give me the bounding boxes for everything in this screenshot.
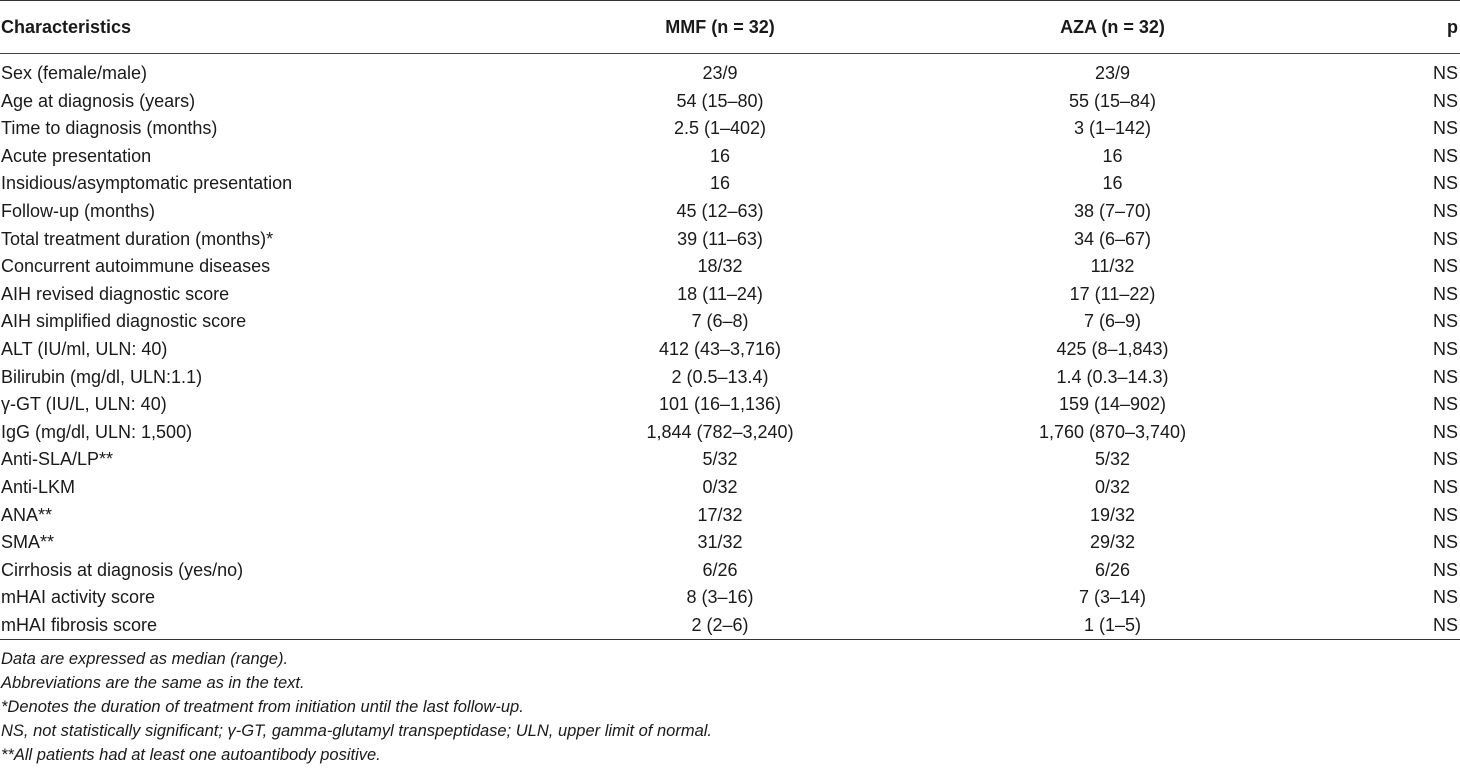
table-row [0,584,1460,612]
cell-characteristic: Acute presentation [1,145,152,166]
footnote: Abbreviations are the same as in the text. [1,674,305,693]
cell-mmf: 412 (43–3,716) [658,338,782,359]
cell-characteristic: γ-GT (IU/L, ULN: 40) [1,394,167,415]
table-row [0,419,1460,447]
table-row [0,529,1460,557]
table-footnotes [0,648,1460,767]
cell-p: NS [1432,587,1458,608]
cell-aza: 1.4 (0.3–14.3) [1056,366,1169,387]
header-aza: AZA (n = 32) [1060,16,1165,37]
cell-aza: 159 (14–902) [1058,394,1167,415]
bottom-rule [0,640,1460,641]
cell-mmf: 17/32 [697,504,743,525]
cell-mmf: 2.5 (1–402) [673,118,767,139]
cell-aza: 29/32 [1089,532,1136,553]
cell-p: NS [1432,338,1458,359]
cell-mmf: 2 (0.5–13.4) [671,366,769,387]
cell-aza: 425 (8–1,843) [1056,338,1169,359]
cell-aza: 7 (3–14) [1078,587,1147,608]
cell-aza: 11/32 [1090,256,1135,277]
cell-aza: 16 [1102,145,1123,166]
cell-p: NS [1432,283,1458,304]
cell-mmf: 1,844 (782–3,240) [646,421,794,442]
table-row [0,364,1460,392]
cell-mmf: 18 (11–24) [677,283,763,304]
cell-p: NS [1432,366,1458,387]
table-row [0,612,1460,640]
cell-characteristic: Age at diagnosis (years) [1,90,196,111]
footnote: *Denotes the duration of treatment from initiation until the last follow-up. [1,698,524,717]
table-row [0,446,1460,474]
cell-p: NS [1432,145,1458,166]
header-mmf: MMF (n = 32) [665,16,775,37]
footnote: **All patients had at least one autoantibody positive. [1,745,381,764]
table-row [0,474,1460,502]
cell-characteristic: Concurrent autoimmune diseases [1,256,271,277]
cell-p: NS [1432,559,1458,580]
cell-characteristic: Sex (female/male) [1,63,148,83]
table-row [0,198,1460,226]
cell-characteristic: Anti-SLA/LP** [1,449,114,470]
cell-aza: 0/32 [1094,476,1131,497]
cell-p: NS [1432,532,1458,553]
cell-mmf: 0/32 [702,476,738,497]
cell-characteristic: ALT (IU/ml, ULN: 40) [1,338,168,359]
cell-mmf: 16 [709,173,731,194]
table-row [0,226,1460,254]
cell-characteristic: SMA** [1,532,55,553]
cell-aza: 1 (1–5) [1083,614,1142,635]
cell-mmf: 8 (3–16) [686,587,754,608]
cell-mmf: 18/32 [697,256,743,277]
table-row [0,391,1460,419]
cell-p: NS [1432,394,1458,415]
cell-mmf: 39 (11–63) [677,228,763,249]
footnote: NS, not statistically significant; γ-GT, gamma-glutamyl transpeptidase; ULN, upper limit of normal. [1,721,712,740]
table-body [0,54,1460,640]
cell-mmf: 31/32 [697,532,743,553]
cell-aza: 3 (1–142) [1073,118,1152,139]
table-row [0,170,1460,198]
cell-aza: 5/32 [1094,449,1131,470]
cell-p: NS [1432,614,1458,635]
table-row [0,88,1460,116]
cell-characteristic: Time to diagnosis (months) [1,118,218,139]
cell-aza: 7 (6–9) [1083,311,1142,332]
header-characteristics: Characteristics [1,16,132,37]
cell-characteristic: ANA** [1,504,53,525]
cell-characteristic: mHAI activity score [1,587,156,608]
cell-p: NS [1432,504,1458,525]
footnote: Data are expressed as median (range). [1,650,289,669]
cell-p: NS [1432,228,1458,249]
cell-p: NS [1432,173,1458,194]
cell-aza: 17 (11–22) [1069,283,1156,304]
cell-mmf: 7 (6–8) [691,311,749,332]
header-row [0,1,1460,54]
cell-characteristic: Cirrhosis at diagnosis (yes/no) [1,559,244,580]
cell-p: NS [1432,449,1458,470]
header-p: p [1447,16,1458,37]
table-row [0,557,1460,585]
cell-characteristic: mHAI fibrosis score [1,614,158,635]
cell-mmf: 45 (12–63) [676,200,764,221]
cell-mmf: 54 (15–80) [676,90,764,111]
cell-p: NS [1432,63,1458,83]
cell-mmf: 16 [709,145,731,166]
cell-characteristic: IgG (mg/dl, ULN: 1,500) [1,421,193,442]
cell-characteristic: AIH revised diagnostic score [1,283,230,304]
cell-aza: 34 (6–67) [1073,228,1152,249]
table-row [0,54,1460,88]
table-row [0,115,1460,143]
cell-characteristic: AIH simplified diagnostic score [1,311,247,332]
cell-p: NS [1432,200,1458,221]
cell-mmf: 2 (2–6) [691,614,749,635]
table-row [0,253,1460,281]
cell-aza: 23/9 [1094,63,1131,83]
cell-p: NS [1432,90,1458,111]
table-row [0,502,1460,530]
table-row [0,308,1460,336]
cell-aza: 6/26 [1094,559,1131,580]
cell-p: NS [1432,476,1458,497]
cell-characteristic: Insidious/asymptomatic presentation [1,173,293,194]
table-row [0,281,1460,309]
characteristics-table [0,1,1460,640]
cell-characteristic: Bilirubin (mg/dl, ULN:1.1) [1,366,203,387]
cell-mmf: 101 (16–1,136) [658,394,782,415]
cell-p: NS [1432,311,1458,332]
cell-aza: 19/32 [1089,504,1136,525]
cell-aza: 55 (15–84) [1068,90,1157,111]
cell-mmf: 5/32 [702,449,738,470]
cell-aza: 1,760 (870–3,740) [1038,421,1187,442]
cell-characteristic: Follow-up (months) [1,200,156,221]
cell-aza: 38 (7–70) [1073,200,1152,221]
cell-p: NS [1432,256,1458,277]
table-row [0,143,1460,171]
cell-characteristic: Anti-LKM [1,476,76,497]
cell-mmf: 6/26 [702,559,738,580]
cell-p: NS [1432,118,1458,139]
table-row [0,336,1460,364]
cell-characteristic: Total treatment duration (months)* [1,228,274,249]
cell-mmf: 23/9 [702,63,738,83]
cell-aza: 16 [1102,173,1123,194]
cell-p: NS [1432,421,1458,442]
